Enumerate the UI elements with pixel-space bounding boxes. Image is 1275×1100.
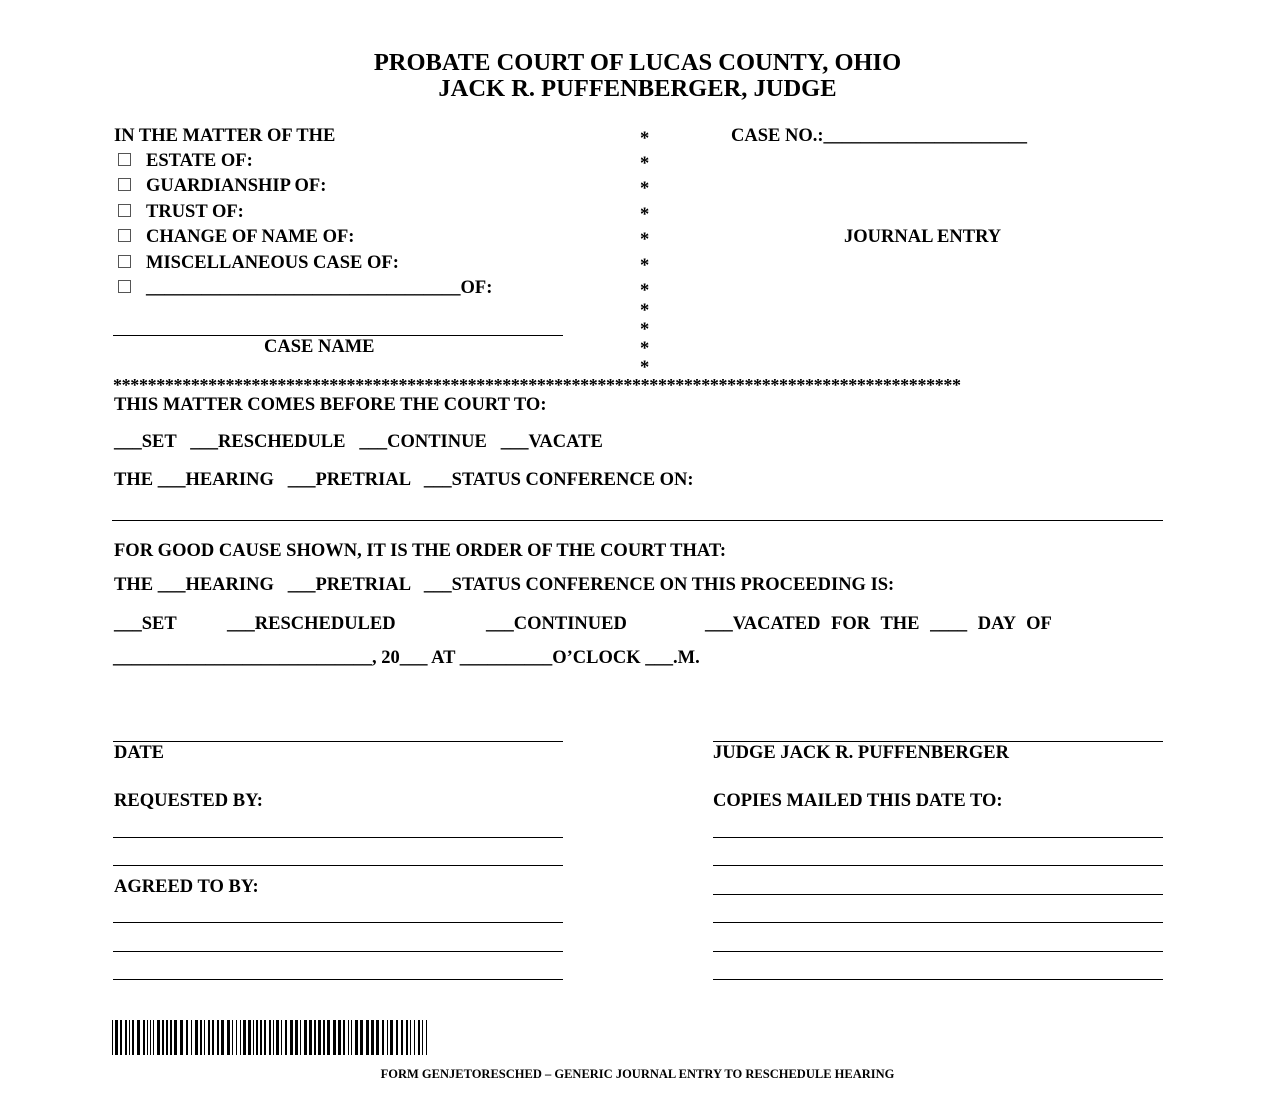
miscellaneous-checkbox[interactable] (118, 255, 131, 268)
barcode-bar (295, 1020, 298, 1055)
barcode-bar (248, 1020, 251, 1055)
other-case-label: __________________________________OF: (146, 278, 493, 298)
agreed-to-by-line[interactable] (113, 951, 563, 952)
order-date-line[interactable]: ____________________________, 20___ AT __________O’CLOCK ___.M. (113, 648, 700, 668)
caption-star: * (640, 339, 650, 359)
barcode-image (112, 1020, 432, 1055)
barcode-bar (410, 1020, 411, 1055)
barcode-bar (348, 1020, 349, 1055)
barcode-bar (243, 1020, 246, 1055)
trust-checkbox[interactable] (118, 204, 131, 217)
barcode-bar (355, 1020, 358, 1055)
barcode-bar (314, 1020, 316, 1055)
copies-mailed-label: COPIES MAILED THIS DATE TO: (713, 791, 1003, 811)
barcode-bar (137, 1020, 140, 1055)
barcode-bar (191, 1020, 192, 1055)
barcode-bar (323, 1020, 325, 1055)
order-vacated-option[interactable]: ___VACATED FOR THE ____ DAY OF (705, 614, 1052, 634)
caption-star: * (640, 205, 650, 225)
barcode-bar (366, 1020, 369, 1055)
barcode-bar (376, 1020, 379, 1055)
estate-label: ESTATE OF: (146, 151, 253, 171)
barcode-bar (318, 1020, 321, 1055)
barcode-bar (351, 1020, 352, 1055)
barcode-bar (195, 1020, 198, 1055)
barcode-bar (112, 1020, 113, 1055)
barcode-bar (269, 1020, 271, 1055)
barcode-bar (333, 1020, 336, 1055)
barcode-bar (240, 1020, 241, 1055)
hearing-type-options[interactable]: THE ___HEARING ___PRETRIAL ___STATUS CONFERENCE ON: (114, 470, 694, 490)
barcode-bar (174, 1020, 177, 1055)
judge-label: JUDGE JACK R. PUFFENBERGER (713, 743, 1010, 763)
estate-checkbox[interactable] (118, 153, 131, 166)
barcode-bar (264, 1020, 266, 1055)
order-set-option[interactable]: ___SET (114, 614, 177, 634)
copies-mailed-line[interactable] (713, 979, 1163, 980)
case-name-label: CASE NAME (264, 337, 375, 357)
caption-star: * (640, 230, 650, 250)
barcode-bar (253, 1020, 254, 1055)
caption-star: * (640, 320, 650, 340)
barcode-bar (217, 1020, 219, 1055)
barcode-bar (382, 1020, 384, 1055)
barcode-bar (129, 1020, 130, 1055)
barcode-bar (232, 1020, 233, 1055)
barcode-bar (396, 1020, 398, 1055)
barcode-bar (120, 1020, 122, 1055)
barcode-bar (390, 1020, 393, 1055)
barcode-bar (387, 1020, 388, 1055)
journal-entry-heading: JOURNAL ENTRY (844, 227, 1002, 247)
barcode-bar (360, 1020, 363, 1055)
agreed-to-by-label: AGREED TO BY: (114, 877, 259, 897)
agreed-to-by-line[interactable] (113, 979, 563, 980)
barcode-bar (143, 1020, 145, 1055)
case-number-field[interactable]: CASE NO.:______________________ (731, 126, 1028, 146)
barcode-bar (338, 1020, 341, 1055)
barcode-bar (414, 1020, 415, 1055)
copies-mailed-line[interactable] (713, 865, 1163, 866)
barcode-bar (285, 1020, 287, 1055)
barcode-bar (343, 1020, 345, 1055)
barcode-bar (180, 1020, 183, 1055)
miscellaneous-label: MISCELLANEOUS CASE OF: (146, 253, 399, 273)
barcode-bar (300, 1020, 301, 1055)
barcode-bar (221, 1020, 224, 1055)
barcode-bar (290, 1020, 293, 1055)
comes-before-text: THIS MATTER COMES BEFORE THE COURT TO: (114, 395, 547, 415)
barcode-bar (147, 1020, 148, 1055)
requested-by-line[interactable] (113, 837, 563, 838)
barcode-bar (186, 1020, 188, 1055)
barcode-bar (418, 1020, 420, 1055)
requested-by-line[interactable] (113, 865, 563, 866)
requested-by-label: REQUESTED BY: (114, 791, 263, 811)
date-signature-line[interactable] (113, 741, 563, 742)
copies-mailed-line[interactable] (713, 922, 1163, 923)
action-options[interactable]: ___SET ___RESCHEDULE ___CONTINUE ___VACATE (114, 432, 603, 452)
barcode-bar (227, 1020, 230, 1055)
trust-label: TRUST OF: (146, 202, 244, 222)
barcode-bar (276, 1020, 279, 1055)
copies-mailed-line[interactable] (713, 894, 1163, 895)
judge-signature-line[interactable] (713, 741, 1163, 742)
barcode-bar (309, 1020, 312, 1055)
caption-star: * (640, 256, 650, 276)
barcode-bar (401, 1020, 403, 1055)
caption-star: * (640, 129, 650, 149)
caption-star: * (640, 281, 650, 301)
barcode-bar (125, 1020, 127, 1055)
barcode-bar (422, 1020, 423, 1055)
barcode-bar (281, 1020, 282, 1055)
hearing-date-line[interactable] (112, 520, 1163, 521)
barcode-bar (166, 1020, 168, 1055)
barcode-bar (153, 1020, 154, 1055)
guardianship-checkbox[interactable] (118, 178, 131, 191)
form-footer-label: FORM GENJETORESCHED – GENERIC JOURNAL ENTRY TO RESCHEDULE HEARING (380, 1067, 895, 1081)
barcode-bar (304, 1020, 307, 1055)
barcode-bar (371, 1020, 374, 1055)
date-label: DATE (114, 743, 165, 763)
other-case-checkbox[interactable] (118, 280, 131, 293)
barcode-bar (260, 1020, 262, 1055)
change-of-name-checkbox[interactable] (118, 229, 131, 242)
caption-star: * (640, 179, 650, 199)
caption-star: * (640, 301, 650, 321)
barcode-bar (157, 1020, 160, 1055)
barcode-bar (132, 1020, 134, 1055)
barcode-bar (170, 1020, 172, 1055)
good-cause-text: FOR GOOD CAUSE SHOWN, IT IS THE ORDER OF THE COURT THAT: (114, 541, 727, 561)
order-rescheduled-option[interactable]: ___RESCHEDULED (227, 614, 396, 634)
hearing-type-options-order[interactable]: THE ___HEARING ___PRETRIAL ___STATUS CONFERENCE ON THIS PROCEEDING IS: (114, 575, 895, 595)
order-continued-option[interactable]: ___CONTINUED (486, 614, 627, 634)
caption-star: * (640, 358, 650, 378)
barcode-bar (236, 1020, 237, 1055)
barcode-bar (212, 1020, 214, 1055)
caption-star: * (640, 154, 650, 174)
barcode-bar (150, 1020, 151, 1055)
barcode-bar (256, 1020, 258, 1055)
case-name-line[interactable] (113, 335, 563, 336)
agreed-to-by-line[interactable] (113, 922, 563, 923)
copies-mailed-line[interactable] (713, 837, 1163, 838)
change-of-name-label: CHANGE OF NAME OF: (146, 227, 355, 247)
barcode-bar (162, 1020, 164, 1055)
barcode-bar (327, 1020, 330, 1055)
matter-label: IN THE MATTER OF THE (114, 126, 336, 146)
barcode-bar (200, 1020, 202, 1055)
barcode-bar (204, 1020, 205, 1055)
court-title: PROBATE COURT OF LUCAS COUNTY, OHIO (373, 49, 902, 76)
barcode-bar (406, 1020, 408, 1055)
caption-separator: ************************************************************************************************** (113, 375, 961, 395)
barcode-bar (426, 1020, 427, 1055)
copies-mailed-line[interactable] (713, 951, 1163, 952)
judge-subtitle: JACK R. PUFFENBERGER, JUDGE (438, 75, 837, 102)
barcode-bar (208, 1020, 210, 1055)
barcode-bar (115, 1020, 118, 1055)
guardianship-label: GUARDIANSHIP OF: (146, 176, 327, 196)
barcode-bar (273, 1020, 274, 1055)
